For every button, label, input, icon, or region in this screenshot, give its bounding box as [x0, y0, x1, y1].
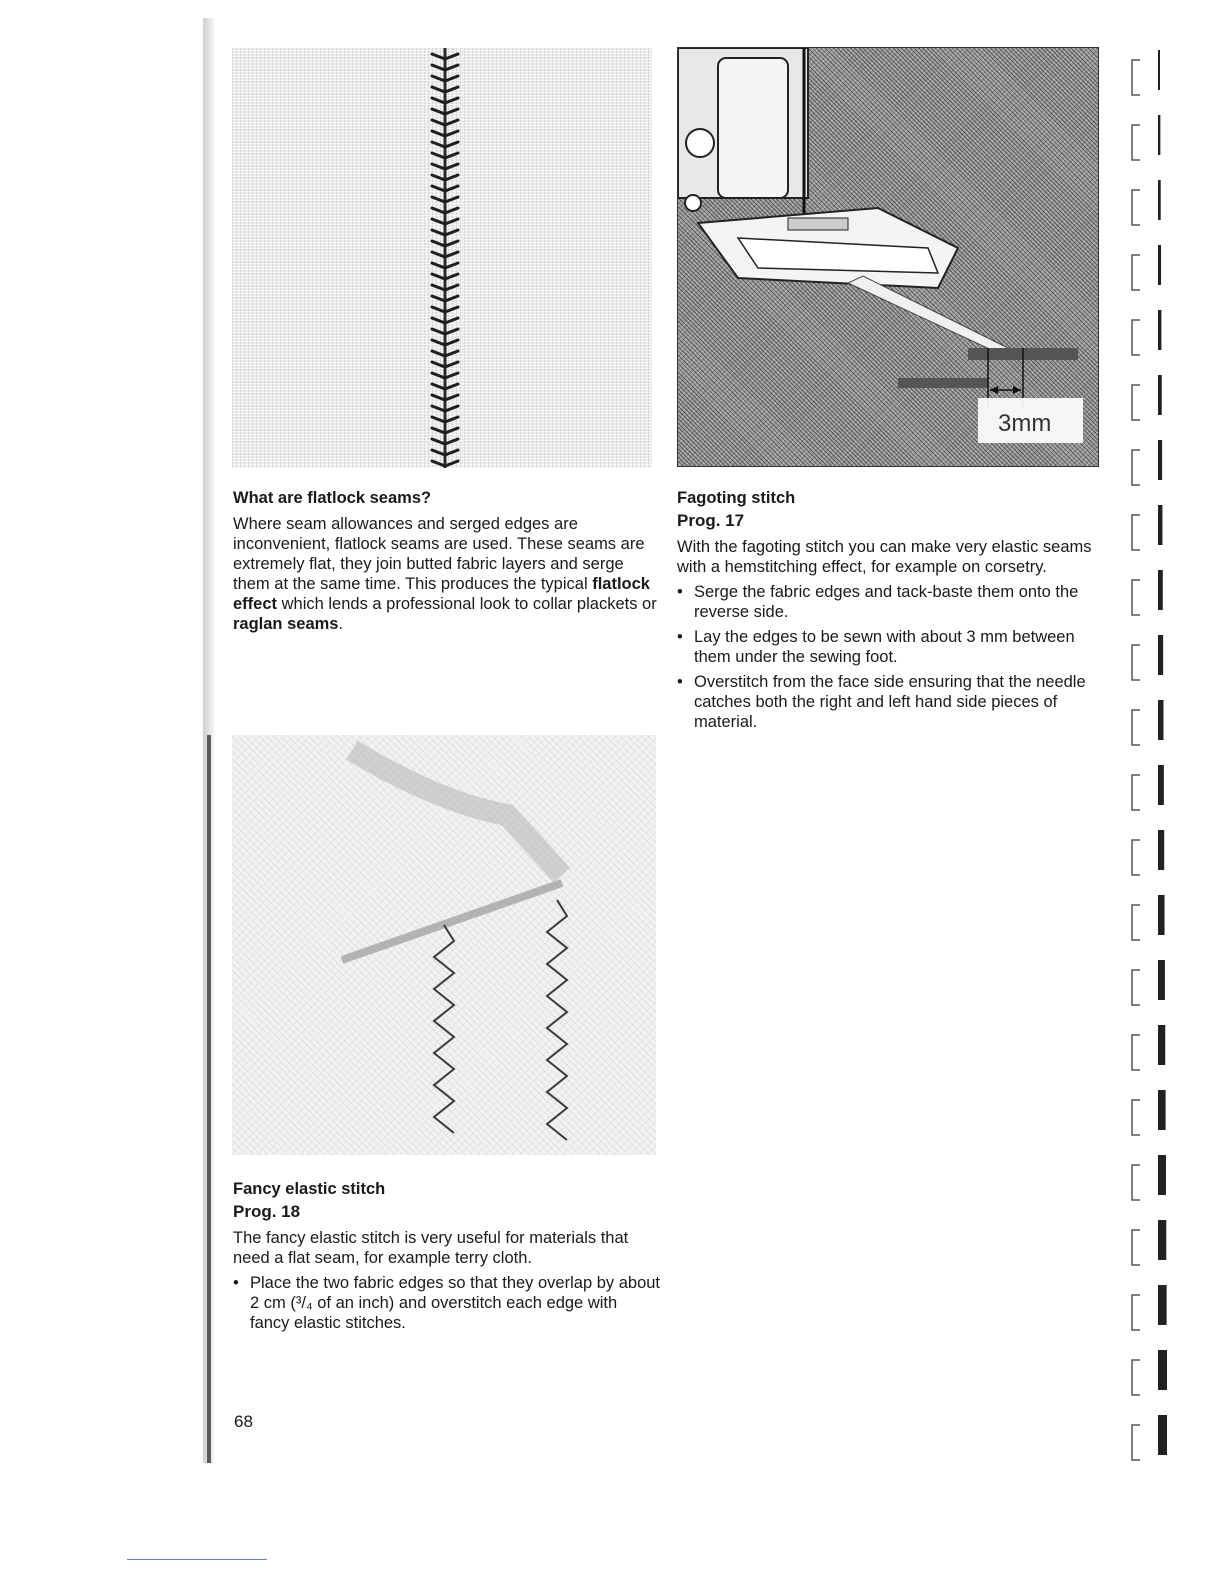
binding-bar — [1158, 375, 1162, 415]
binding-bar — [1158, 180, 1161, 220]
binding-bar — [1158, 635, 1163, 675]
binding-bar — [1158, 1155, 1166, 1195]
section-title: Fagoting stitch — [677, 489, 796, 507]
intro-paragraph: The fancy elastic stitch is very useful for materials that need a flat seam, for example terry cloth. — [233, 1229, 629, 1267]
binding-tick — [1132, 710, 1140, 745]
binding-tick — [1132, 320, 1140, 355]
binding-tick — [1132, 970, 1140, 1005]
instruction-list — [677, 582, 1097, 732]
binding-tick — [1132, 515, 1140, 550]
binding-bar — [1158, 960, 1165, 1000]
binding-tick — [1132, 125, 1140, 160]
binding-tick — [1132, 1100, 1140, 1135]
fancy-elastic-stitch-photo — [232, 735, 656, 1155]
binding-tick — [1132, 60, 1140, 95]
list-item: • Overstitch from the face side ensuring that the needle catches both the right and left hand side pieces of material. — [677, 672, 1097, 732]
binding-bar — [1158, 115, 1160, 155]
list-item: • Place the two fabric edges so that they overlap by about 2 cm (³/₄ of an inch) and overstitch each edge with fancy elastic stitches. — [233, 1273, 661, 1333]
flatlock-seam-icon — [232, 48, 652, 468]
binding-tick — [1132, 255, 1140, 290]
binding-bar — [1158, 440, 1162, 480]
binding-bar — [1158, 570, 1163, 610]
binding-marks — [1120, 30, 1180, 1470]
binding-bar — [1158, 1350, 1167, 1390]
page-number: 68 — [234, 1412, 253, 1431]
binding-tick — [1132, 775, 1140, 810]
instruction-list — [233, 1273, 661, 1333]
binding-bar — [1158, 245, 1161, 285]
binding-bar — [1158, 1415, 1167, 1455]
section-title: What are flatlock seams? — [233, 489, 432, 507]
binding-tick — [1132, 1165, 1140, 1200]
flatlock-text-1: Where seam allowances and serged edges are inconvenient, flatlock seams are used. These seams are extremely flat, they join butted fabric layers and serge them at the same time. This produces the typical — [233, 515, 645, 593]
dimension-label: 3mm — [998, 410, 1052, 437]
bottom-rule — [127, 1559, 267, 1560]
binding-bar — [1158, 765, 1164, 805]
binding-bar — [1158, 1025, 1165, 1065]
fancy-elastic-stitch-icon — [232, 735, 656, 1155]
program-number: Prog. 18 — [233, 1202, 301, 1221]
flatlock-bold-2: raglan seams — [233, 615, 339, 633]
binding-tick — [1132, 645, 1140, 680]
binding-bar — [1158, 505, 1162, 545]
binding-tick — [1132, 1425, 1140, 1460]
list-item: • Lay the edges to be sewn with about 3 mm between them under the sewing foot. — [677, 627, 1097, 667]
flatlock-seam-photo — [232, 48, 652, 468]
intro-paragraph: With the fagoting stitch you can make very elastic seams with a hemstitching effect, for example on corsetry. — [677, 538, 1092, 576]
binding-tick — [1132, 1295, 1140, 1330]
binding-bar — [1158, 1090, 1166, 1130]
flatlock-paragraph — [233, 514, 658, 634]
section-title: Fancy elastic stitch — [233, 1180, 386, 1198]
binding-bar — [1158, 700, 1164, 740]
sewing-foot-drawing — [677, 47, 1099, 467]
flatlock-text-3: . — [338, 615, 344, 633]
binding-bar — [1158, 1220, 1166, 1260]
flatlock-section — [233, 487, 658, 634]
program-number: Prog. 17 — [677, 511, 745, 530]
binding-tick — [1132, 905, 1140, 940]
binding-tick — [1132, 1230, 1140, 1265]
flatlock-text-2: which lends a professional look to collar plackets or — [277, 595, 657, 613]
binding-tick — [1132, 385, 1140, 420]
binding-tick — [1132, 450, 1140, 485]
list-item: • Serge the fabric edges and tack-baste them onto the reverse side. — [677, 582, 1097, 622]
binding-bar — [1158, 895, 1165, 935]
binding-bar — [1158, 830, 1164, 870]
binding-tick — [1132, 190, 1140, 225]
sewing-foot-icon — [678, 48, 1098, 466]
binding-bar — [1158, 310, 1161, 350]
binding-tick — [1132, 840, 1140, 875]
binding-edge-shadow — [207, 735, 211, 1463]
binding-tick — [1132, 1360, 1140, 1395]
fancy-elastic-section — [233, 1178, 661, 1333]
binding-bar — [1158, 1285, 1167, 1325]
flatlock-bold-1: flatlock effect — [233, 575, 650, 613]
binding-tick — [1132, 580, 1140, 615]
binding-tick — [1132, 1035, 1140, 1070]
binding-bar — [1158, 50, 1160, 90]
fagoting-section — [677, 487, 1097, 732]
